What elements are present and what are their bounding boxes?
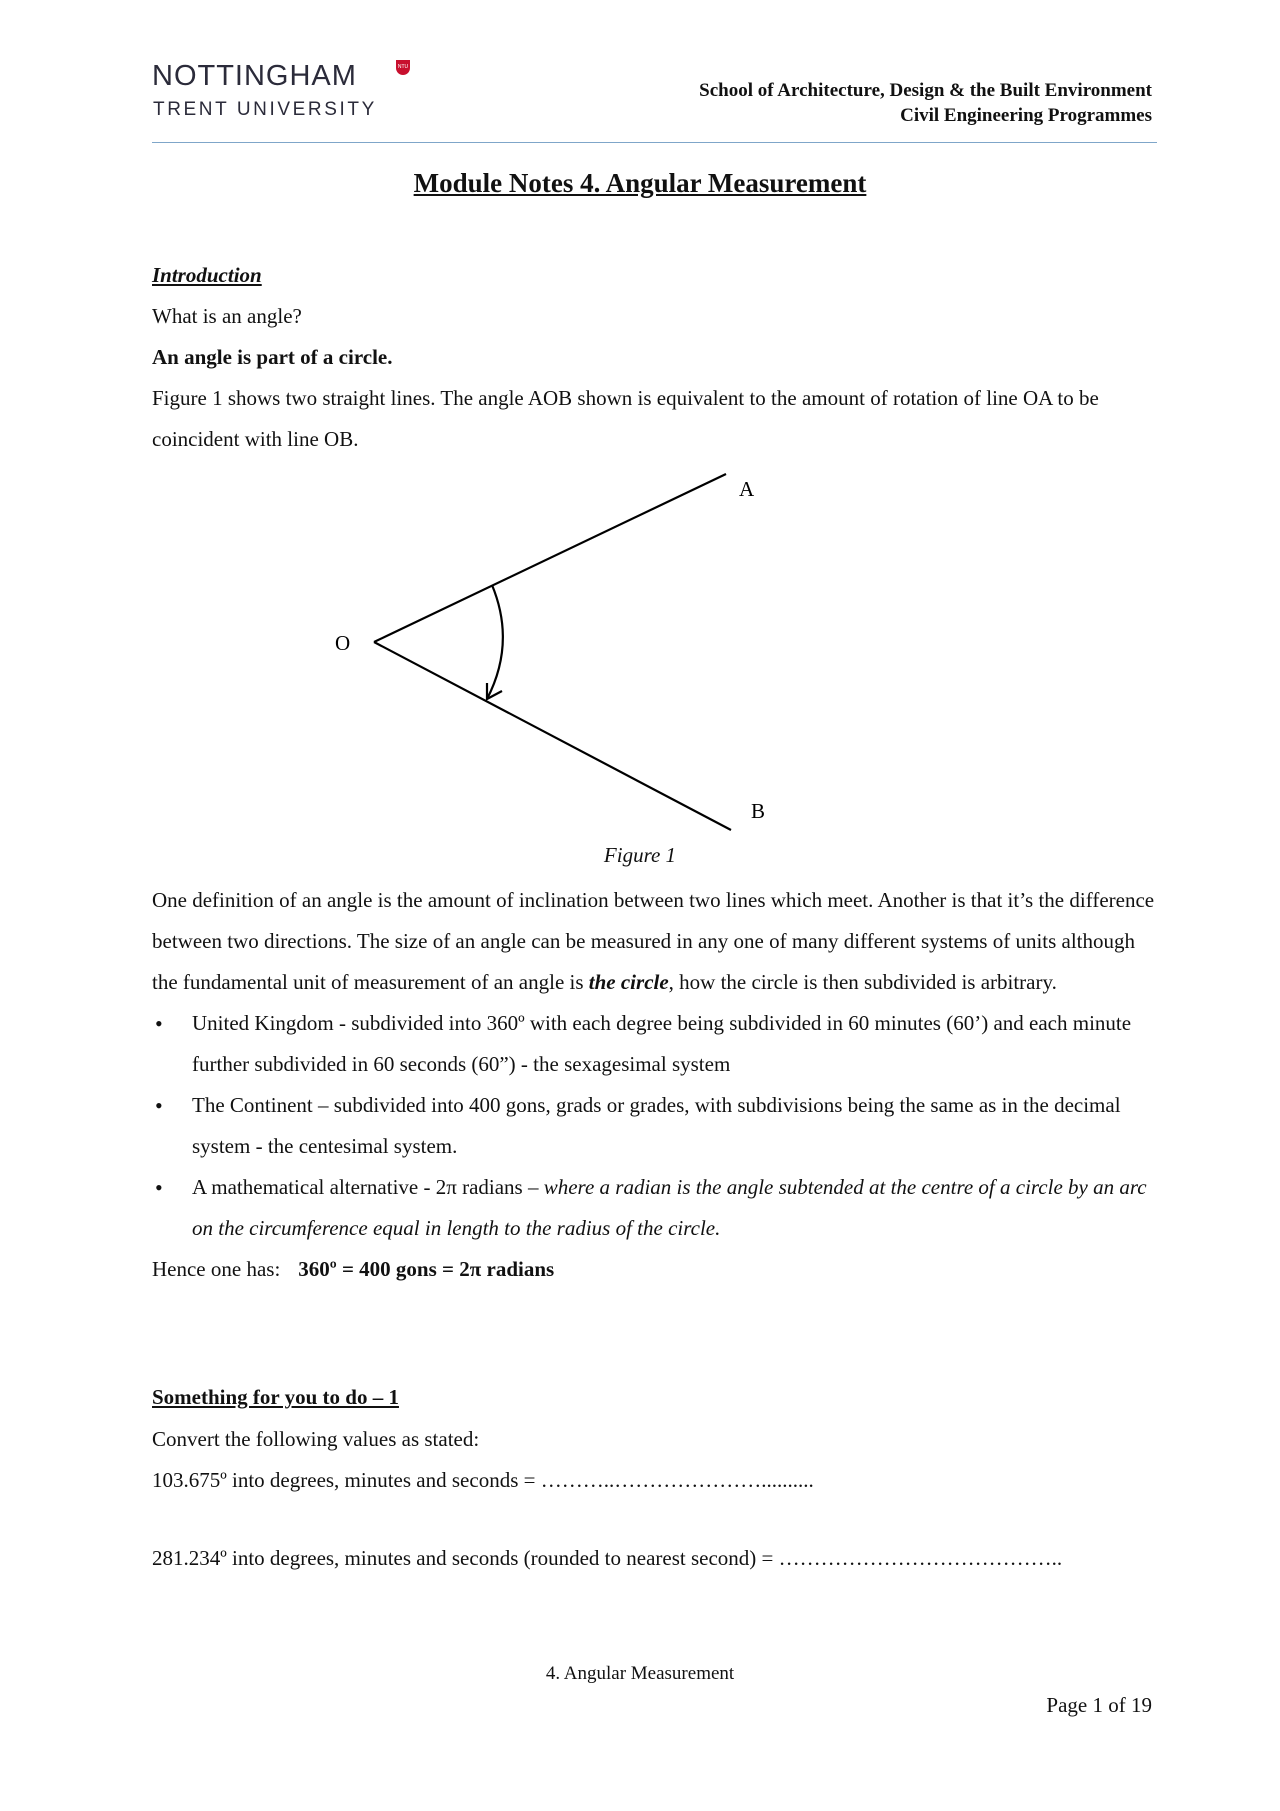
arrowhead-icon <box>487 683 502 699</box>
logo-subtitle: TRENT UNIVERSITY <box>153 99 377 120</box>
definition-paragraph <box>152 880 1157 1003</box>
page-title: Module Notes 4. Angular Measurement <box>413 168 867 198</box>
bullet-text: The Continent – subdivided into 400 gons, grads or grades, with subdivisions being the same as in the decimal system - the centesimal system. <box>192 1093 1121 1158</box>
figure-caption: Figure 1 <box>603 843 677 867</box>
list-item <box>152 1167 1157 1249</box>
page-number: Page 1 of 19 <box>1046 1693 1152 1717</box>
label-o: O <box>335 631 351 655</box>
angle-figure <box>0 0 1280 900</box>
bullet-text: United Kingdom - subdivided into 360º with each degree being subdivided in 60 minutes (60’) and each minute further subdivided in 60 seconds (60”) - the sexagesimal system <box>192 1011 1132 1076</box>
definition-text: One definition of an angle is the amount of inclination between two lines which meet. Another is that it’s the difference between two directions. The size of an angle can be measured in any one of many different systems of units although the fundamental unit of measurement of an angle is <box>152 888 1155 994</box>
task-heading: Something for you to do – 1 <box>152 1385 399 1409</box>
intro-heading: Introduction <box>152 263 262 287</box>
line-ob <box>374 642 731 830</box>
bullet-text: A mathematical alternative - 2π radians – <box>192 1175 544 1199</box>
intro-paragraph: Figure 1 shows two straight lines. The angle AOB shown is equivalent to the amount of rotation of line OA to be coincident with line OB. <box>152 386 1099 451</box>
unit-systems-list <box>152 1003 1157 1249</box>
radian-definition: where a radian is the angle subtended at the centre of a circle by an arc on the circumference equal in length to the radius of the circle. <box>192 1175 1147 1240</box>
conversion-formula: 360º = 400 gons = 2π radians <box>298 1257 555 1281</box>
hence-line <box>152 1249 1157 1290</box>
intro-answer: An angle is part of a circle. <box>152 345 393 369</box>
school-name: School of Architecture, Design & the Built Environment <box>699 80 1152 101</box>
rotation-arc <box>487 585 503 699</box>
logo-wordmark: NOTTINGHAM <box>152 60 357 92</box>
logo-badge-text: NTU <box>397 64 409 70</box>
task-instruction: Convert the following values as stated: <box>152 1427 480 1451</box>
label-b: B <box>751 799 766 823</box>
label-a: A <box>739 477 755 501</box>
line-oa <box>374 474 726 642</box>
footer-title: 4. Angular Measurement <box>545 1663 735 1684</box>
programme-name: Civil Engineering Programmes <box>900 105 1152 126</box>
intro-question: What is an angle? <box>152 304 302 328</box>
definition-emphasis: the circle <box>588 970 669 994</box>
list-item <box>152 1003 1157 1085</box>
task-question-1: 103.675º into degrees, minutes and seconds = ………..………………….......... <box>152 1468 814 1492</box>
definition-section <box>152 880 1157 1290</box>
list-item <box>152 1085 1157 1167</box>
task-body <box>152 1419 1157 1501</box>
hence-lead: Hence one has: <box>152 1257 281 1281</box>
definition-end: , how the circle is then subdivided is arbitrary. <box>668 970 1057 994</box>
task-question-2: 281.234º into degrees, minutes and seconds (rounded to nearest second) = ………………………………….. <box>152 1546 1063 1570</box>
